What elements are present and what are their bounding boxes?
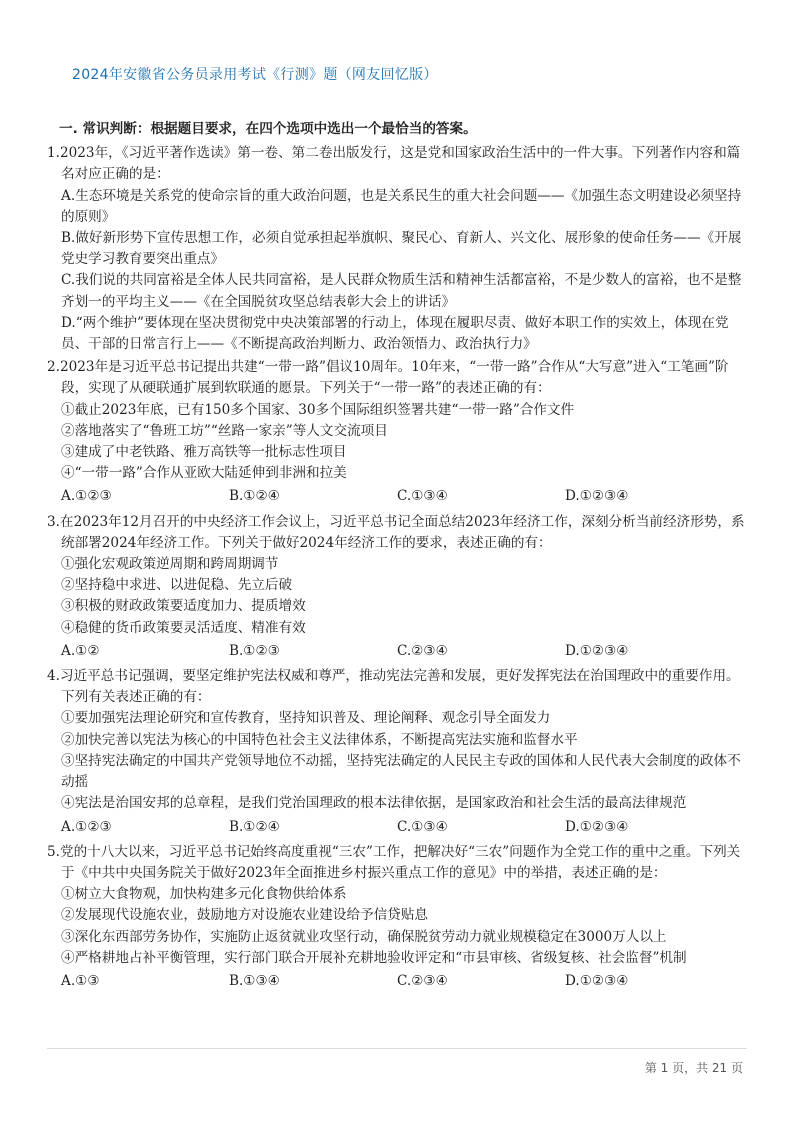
- answer-option: C.①③④: [397, 488, 448, 505]
- answer-option: B.①③④: [229, 972, 280, 989]
- statement-line: ④稳健的货币政策要灵活适度、精准有效: [61, 619, 306, 636]
- answer-option: B.①②④: [229, 488, 280, 505]
- answer-option: C.①③④: [397, 818, 448, 835]
- answer-option: D.①②③④: [565, 642, 629, 659]
- statement-line: ②发展现代设施农业，鼓励地方对设施农业建设给予信贷贴息: [61, 907, 429, 924]
- question-stem: 1.2023年，《习近平著作选读》第一卷、第二卷出版发行，这是党和国家政治生活中的一件大事。下列著作内容和篇名对应正确的是：: [47, 145, 741, 183]
- statement-line: ④“一带一路”合作从亚欧大陆延伸到非洲和拉美: [61, 465, 347, 482]
- statement-line: ①要加强宪法理论研究和宣传教育，坚持知识普及、理论阐释、观念引导全面发力: [61, 710, 551, 727]
- answer-option: B.①②④: [229, 818, 280, 835]
- answer-option: C.②③④: [397, 972, 448, 989]
- statement-line: ③积极的财政政策要适度加力、提质增效: [61, 598, 306, 615]
- answer-option: B.①②③: [229, 642, 280, 659]
- answer-option: D.①②③④: [565, 488, 629, 505]
- statement-line: ④严格耕地占补平衡管理，实行部门联合开展补充耕地验收评定和“市县审核、省级复核、社会监督”机制: [61, 949, 687, 966]
- question-stem: 3.在2023年12月召开的中央经济工作会议上，习近平总书记全面总结2023年经济工作，深刻分析当前经济形势，系统部署2024年经济工作。下列关于做好2024年经济工作的要求，表述正确的有：: [47, 513, 745, 551]
- statement-line: ③建成了中老铁路、雅万高铁等一批标志性项目: [61, 444, 347, 461]
- answer-options: [47, 486, 752, 507]
- answer-option: A.①②③: [61, 488, 112, 505]
- statement-line: ②落地落实了“鲁班工坊”“丝路一家亲”等人文交流项目: [61, 422, 388, 439]
- question-1: [47, 143, 752, 355]
- answer-option: D.①②③④: [565, 972, 629, 989]
- question-stem: 2.2023年是习近平总书记提出共建“一带一路”倡议10周年。10年来，“一带一路”合作从“大写意”进入“工笔画”阶段，实现了从硬联通扩展到软联通的愿景。下列关于“一带一路”的表述正确的有：: [47, 359, 729, 397]
- page-number: 第 1 页，共 21 页: [644, 1061, 743, 1075]
- statement-line: ③坚持宪法确定的中国共产党领导地位不动摇，坚持宪法确定的人民民主专政的国体和人民代表大会制度的政体不动摇: [61, 752, 741, 791]
- question-5: [47, 842, 752, 992]
- question-stem: 5.党的十八大以来，习近平总书记始终高度重视“三农”工作，把解决好“三农”问题作为全党工作的重中之重。下列关于《中共中央国务院关于做好2023年全面推进乡村振兴重点工作的意见》中的举措，表述正确的是：: [47, 843, 741, 881]
- answer-option: C.②③④: [397, 642, 448, 659]
- answer-options: [47, 641, 752, 662]
- option-line: C.我们说的共同富裕是全体人民共同富裕，是人民群众物质生活和精神生活都富裕，不是少数人的富裕，也不是整齐划一的平均主义——《在全国脱贫攻坚总结表彰大会上的讲话》: [61, 272, 742, 310]
- option-line: B.做好新形势下宣传思想工作，必须自觉承担起举旗帜、聚民心、育新人、兴文化、展形象的使命任务——《开展党史学习教育要突出重点》: [61, 230, 742, 268]
- statement-line: ①强化宏观政策逆周期和跨周期调节: [61, 556, 279, 573]
- answer-option: D.①②③④: [565, 818, 629, 835]
- answer-options: [47, 971, 752, 992]
- question-4: [47, 666, 752, 838]
- statement-line: ④宪法是治国安邦的总章程，是我们党治国理政的根本法律依据，是国家政治和社会生活的最高法律规范: [61, 795, 687, 812]
- statement-line: ②加快完善以宪法为核心的中国特色社会主义法律体系，不断提高宪法实施和监督水平: [61, 731, 578, 748]
- option-line: D.“两个维护”要体现在坚决贯彻党中央决策部署的行动上，体现在履职尽责、做好本职工作的实效上，体现在党员、干部的日常言行上——《不断提高政治判断力、政治领悟力、政治执行力》: [61, 314, 729, 353]
- statement-line: ①截止2023年底，已有150多个国家、30多个国际组织签署共建“一带一路”合作文件: [61, 401, 575, 418]
- question-stem: 4.习近平总书记强调，要坚定维护宪法权威和尊严，推动宪法完善和发展，更好发挥宪法在治国理政中的重要作用。下列有关表述正确的有：: [47, 668, 740, 706]
- question-2: [47, 357, 752, 507]
- footer-divider: [47, 1048, 747, 1049]
- answer-option: A.①②③: [61, 818, 112, 835]
- statement-line: ③深化东西部劳务协作，实施防止返贫就业攻坚行动，确保脱贫劳动力就业规模稳定在3000万人以上: [61, 928, 667, 945]
- section-heading: 一. 常识判断：根据题目要求，在四个选项中选出一个最恰当的答案。: [59, 121, 477, 137]
- statement-line: ①树立大食物观，加快构建多元化食物供给体系: [61, 886, 347, 903]
- document-title: 2024年安徽省公务员录用考试《行测》题（网友回忆版）: [72, 67, 438, 83]
- answer-option: A.①③: [61, 972, 100, 989]
- option-line: A.生态环境是关系党的使命宗旨的重大政治问题，也是关系民生的重大社会问题——《加强生态文明建设必须坚持的原则》: [61, 187, 742, 225]
- statement-line: ②坚持稳中求进、以进促稳、先立后破: [61, 577, 293, 594]
- answer-option: A.①②: [61, 642, 100, 659]
- answer-options: [47, 817, 752, 838]
- question-3: [47, 512, 752, 662]
- document-body: [47, 119, 752, 996]
